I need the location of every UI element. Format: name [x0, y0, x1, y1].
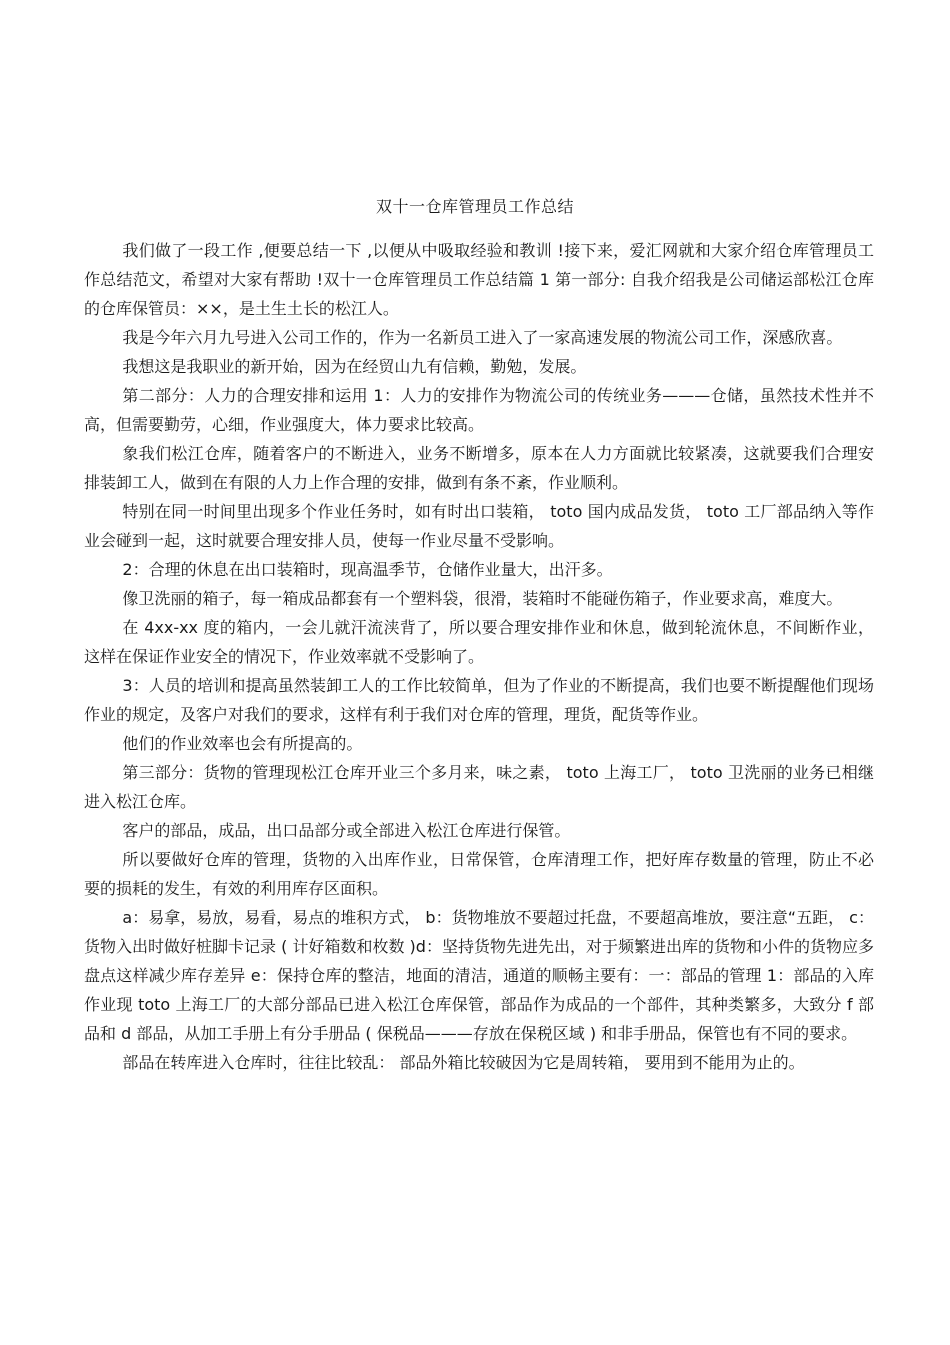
paragraph-13: 客户的部品，成品，出口品部分或全部进入松江仓库进行保管。 [122, 821, 571, 840]
paragraph-12: 第三部分：货物的管理现松江仓库开业三个多月来，味之素， toto 上海工厂， toto 卫洗丽的业务已相继进入松江仓库。 [84, 763, 874, 811]
document-title: 双十一仓库管理员工作总结 [375, 197, 574, 216]
paragraph-8: 像卫洗丽的箱子，每一箱成品都套有一个塑料袋，很滑，装箱时不能碰伤箱子，作业要求高，难度大。 [122, 589, 843, 608]
paragraph-16: 部品在转库进入仓库时，往往比较乱： 部品外箱比较破因为它是周转箱， 要用到不能用为止的。 [122, 1053, 805, 1072]
paragraph-7: 2：合理的休息在出口装箱时，现高温季节，仓储作业量大，出汗多。 [122, 560, 613, 579]
paragraph-5: 象我们松江仓库，随着客户的不断进入，业务不断增多，原本在人力方面就比较紧凑，这就要我们合理安排装卸工人，做到在有限的人力上作合理的安排，做到有条不紊，作业顺利。 [84, 444, 874, 492]
paragraph-3: 我想这是我职业的新开始，因为在经贸山九有信赖，勤勉，发展。 [122, 357, 587, 376]
paragraph-11: 他们的作业效率也会有所提高的。 [122, 734, 363, 753]
paragraph-9: 在 4xx-xx 度的箱内，一会儿就汗流浃背了，所以要合理安排作业和休息，做到轮流休息，不间断作业，这样在保证作业安全的情况下，作业效率就不受影响了。 [84, 618, 874, 666]
paragraph-2: 我是今年六月九号进入公司工作的，作为一名新员工进入了一家高速发展的物流公司工作，深感欣喜。 [122, 328, 843, 347]
paragraph-4: 第二部分：人力的合理安排和运用 1：人力的安排作为物流公司的传统业务———仓储，虽然技术性并不高，但需要勤劳，心细，作业强度大，体力要求比较高。 [84, 386, 874, 434]
paragraph-10: 3：人员的培训和提高虽然装卸工人的工作比较简单，但为了作业的不断提高，我们也要不断提醒他们现场作业的规定，及客户对我们的要求，这样有利于我们对仓库的管理，理货，配货等作业。 [84, 676, 874, 724]
paragraph-14: 所以要做好仓库的管理，货物的入出库作业，日常保管，仓库清理工作，把好库存数量的管理，防止不必要的损耗的发生，有效的利用库存区面积。 [84, 850, 874, 898]
paragraph-6: 特别在同一时间里出现多个作业任务时，如有时出口装箱， toto 国内成品发货， toto 工厂部品纳入等作业会碰到一起，这时就要合理安排人员，使每一作业尽量不受影响。 [84, 502, 874, 550]
paragraph-15: a：易拿，易放，易看，易点的堆积方式， b：货物堆放不要超过托盘，不要超高堆放，要注意“五距， c：货物入出时做好桩脚卡记录 ( 计好箱数和枚数 )d：坚持货物先进先出，对于频繁进出库的货物和小件的货物应多盘点这样减少库存差异 e：保持仓库的整洁，地面的清洁，通道的顺畅主要有：一：部品的管理 1：部品的入库作业现 toto 上海工厂的大部分部品已进入松江仓库保管，部品作为成品的一个部件，其种类繁多，大致分 f 部品和 d 部品，从加工手册上有分手册品 ( 保税品———存放在保税区域 ) 和非手册品，保管也有不同的要求。 [84, 908, 874, 1043]
document-body [84, 236, 874, 1077]
paragraph-1: 我们做了一段工作 ,便要总结一下 ,以便从中吸取经验和教训 !接下来，爱汇网就和大家介绍仓库管理员工作总结范文，希望对大家有帮助 !双十一仓库管理员工作总结篇 1 第一部分: 自我介绍我是公司储运部松江仓库的仓库保管员：××，是土生土长的松江人。 [84, 241, 874, 318]
